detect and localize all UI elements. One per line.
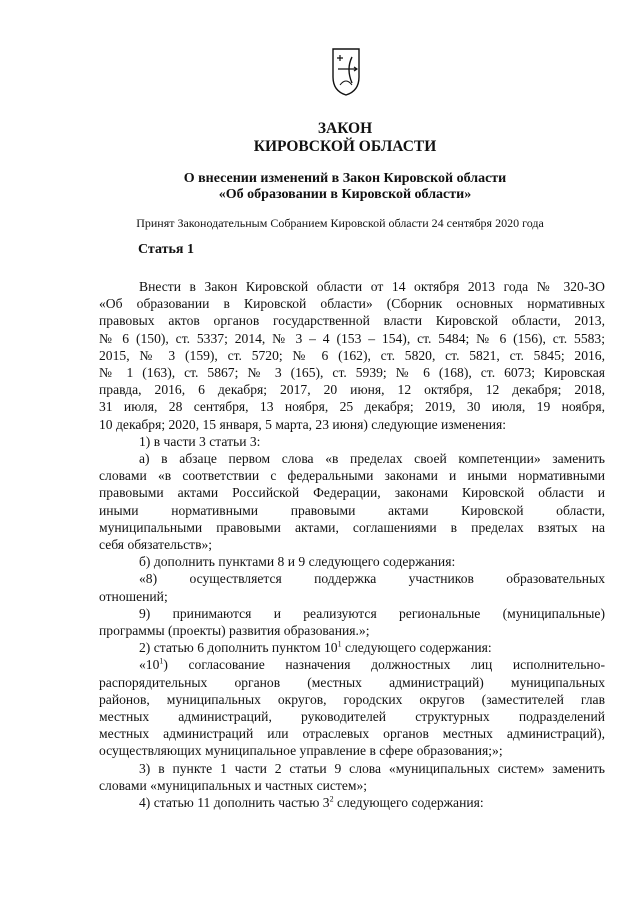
body-line: 3) в пункте 1 части 2 статьи 9 слова «муниципальных систем» заменить xyxy=(139,760,605,776)
body-line: правда, 2016, 6 декабря; 2017, 20 июня, 12 октября, 12 декабря; 2018, xyxy=(99,382,605,398)
body-line: Внести в Закон Кировской области от 14 октября 2013 года № 320-ЗО xyxy=(139,279,605,294)
body-line: б) дополнить пунктами 8 и 9 следующего содержания: xyxy=(139,554,456,570)
body-line: словами «в соответствии с федеральными законами и иными нормативными xyxy=(99,468,605,484)
body-line: «8) осуществляется поддержка участников образовательных xyxy=(139,571,605,587)
body-line: 4) статью 11 дополнить частью $3^2$ следующего содержания: xyxy=(139,794,484,811)
coat-of-arms-icon xyxy=(328,47,364,97)
law-subtitle-line1: О внесении изменений в Закон Кировской области xyxy=(183,171,507,186)
body-line: программы (проекты) развития образования.»; xyxy=(99,623,370,639)
body-line: местных администраций, руководителей структурных подразделений xyxy=(99,709,605,725)
body-line: «Об образовании в Кировской области» (Сборник основных нормативных xyxy=(99,296,605,312)
body-line: 9) принимаются и реализуются региональные (муниципальные) xyxy=(139,605,605,621)
body-line: № 6 (150), ст. 5337; 2014, № 3 – 4 (153 – 154), ст. 5484; № 6 (156), ст. 5583; xyxy=(99,330,605,346)
region-title: КИРОВСКОЙ ОБЛАСТИ xyxy=(253,138,437,155)
body-line: № 1 (163), ст. 5867; № 3 (165), ст. 5939; № 6 (168), ст. 6073; Кировская xyxy=(99,365,605,381)
body-line: 2) статью 6 дополнить пунктом $10^1$ следующего содержания: xyxy=(139,639,492,656)
body-line: правовых актов органов государственной власти Кировской области, 2013, xyxy=(99,313,605,329)
body-line: словами «муниципальных и частных систем»; xyxy=(99,777,368,793)
body-line: а) в абзаце первом слова «в пределах своей компетенции» заменить xyxy=(139,451,605,467)
body-line: местных администраций или отраслевых органов местных администраций), xyxy=(99,726,605,742)
law-title: ЗАКОН xyxy=(317,120,373,137)
body-line: 1) в части 3 статьи 3: xyxy=(139,433,261,449)
body-line: иными нормативными правовыми актами Кировской области, xyxy=(99,502,605,518)
body-line: 2015, № 3 (159), ст. 5720; № 6 (162), ст. 5820, ст. 5821, ст. 5845; 2016, xyxy=(99,347,605,363)
body-line: себя обязательств»; xyxy=(99,537,213,553)
body-line: «$10^1$) согласование назначения должностных лиц исполнительно- xyxy=(139,656,605,673)
body-line: районов, муниципальных округов, городских округов (заместителей глав xyxy=(99,691,605,707)
body-line: правовыми актами Российской Федерации, законами Кировской области и xyxy=(99,485,605,501)
article-heading: Статья 1 xyxy=(138,242,194,257)
body-line: 10 декабря; 2020, 15 января, 5 марта, 23 июня) следующие изменения: xyxy=(99,416,506,432)
body-line: распорядительных органов (местных администраций) муниципальных xyxy=(99,674,605,690)
article-body xyxy=(99,278,605,811)
body-line: 31 июля, 28 сентября, 13 ноября, 25 декабря; 2019, 30 июля, 19 ноября, xyxy=(99,399,605,415)
adoption-note: Принят Законодательным Собранием Кировской области 24 сентября 2020 года xyxy=(136,216,544,230)
body-line: отношений; xyxy=(99,588,168,604)
law-subtitle-line2: «Об образовании в Кировской области» xyxy=(218,187,472,202)
body-line: муниципальными правовыми актами, соглашениями в пределах взятых на xyxy=(99,519,605,535)
body-line: осуществляющих муниципальное управление в сфере образования;»; xyxy=(99,743,503,759)
